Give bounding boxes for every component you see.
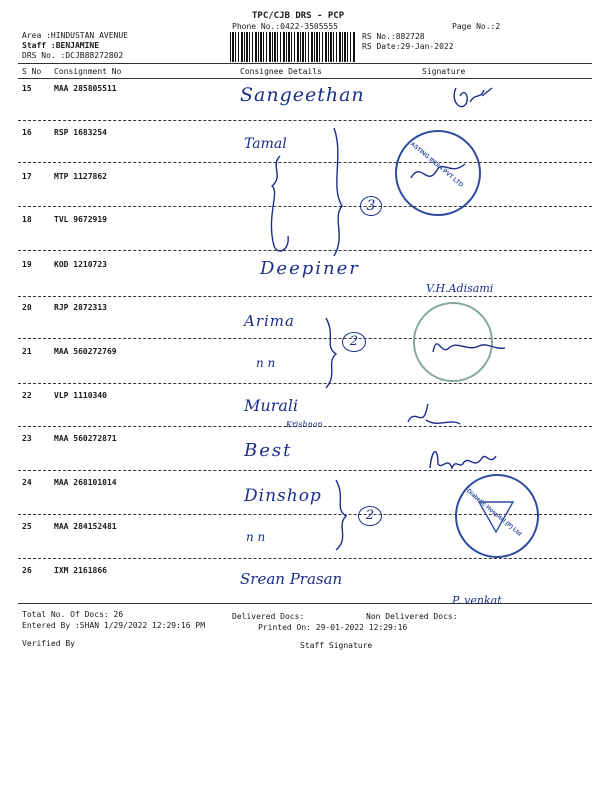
phone-number: Phone No.:0422-3505555 <box>232 22 338 31</box>
delivered-docs: Delivered Docs: <box>232 612 305 621</box>
row-divider <box>18 383 592 384</box>
company-stamp: ASTING INDIA PVT LTD <box>395 130 481 216</box>
handwritten-signature: P. venkat <box>452 594 502 607</box>
handwritten-name: Murali <box>244 396 299 415</box>
col-consignment: Consignment No <box>54 67 122 76</box>
handwritten-circle: 2 <box>342 332 366 352</box>
table-row: 20 RJP 2872313 <box>22 303 107 312</box>
stamp-signature <box>427 322 507 362</box>
handwritten-name: Krishnan <box>286 420 323 429</box>
handwritten-signature: V.H.Adisami <box>426 282 494 295</box>
page-number: Page No.:2 <box>452 22 501 31</box>
handwritten-signature <box>404 398 464 430</box>
table-row: 17 MTP 1127862 <box>22 172 107 181</box>
handwritten-name: Srean Prasan <box>240 570 343 588</box>
table-row: 21 MAA 560272769 <box>22 347 117 356</box>
header-rule <box>18 63 592 64</box>
handwritten-bracket <box>326 478 362 552</box>
entered-by: Entered By :SHAN 1/29/2022 12:29:16 PM <box>22 621 206 630</box>
stamp-emblem-icon <box>473 496 519 536</box>
area-field: Area :HINDUSTAN AVENUE <box>22 31 128 40</box>
table-row: 26 IXM 2161866 <box>22 566 107 575</box>
handwritten-name: Arima <box>244 312 295 330</box>
handwritten-name: Best <box>244 440 293 461</box>
row-divider <box>18 470 592 471</box>
table-row: 22 VLP 1110340 <box>22 391 107 400</box>
verified-by: Verified By <box>22 639 75 648</box>
col-consignee: Consignee Details <box>240 67 322 76</box>
table-row: 23 MAA 560272871 <box>22 434 117 443</box>
company-stamp <box>413 302 493 382</box>
rs-number: RS No.:882728 <box>362 32 425 41</box>
row-divider <box>18 120 592 121</box>
table-row: 24 MAA 268101014 <box>22 478 117 487</box>
handwritten-name: Tamal <box>244 136 287 152</box>
handwritten-name: Sangeethan <box>240 84 365 106</box>
col-signature: Signature <box>422 67 466 76</box>
stamp-signature <box>407 150 467 194</box>
staff-signature-label: Staff Signature <box>300 641 373 650</box>
staff-field: Staff :BENJAMINE <box>22 41 100 50</box>
handwritten-signature <box>446 82 496 116</box>
handwritten-circle: 3 <box>360 196 382 216</box>
row-divider <box>18 558 592 559</box>
handwritten-signature <box>426 440 498 476</box>
handwritten-name: Dinshop <box>244 486 322 506</box>
non-delivered-docs: Non Delivered Docs: <box>366 612 458 621</box>
handwritten-ditto: n n <box>256 356 276 370</box>
col-sno: S No <box>22 67 42 76</box>
printed-on: Printed On: 29-01-2022 12:29:16 <box>258 623 408 632</box>
handwritten-name: Deepiner <box>260 258 360 279</box>
table-row: 25 MAA 284152481 <box>22 522 117 531</box>
table-row: 19 KOD 1210723 <box>22 260 107 269</box>
drs-number: DRS No. :DCJB88272802 <box>22 51 124 60</box>
handwritten-ditto: n n <box>246 530 266 544</box>
table-row: 18 TVL 9672919 <box>22 215 107 224</box>
table-row: 15 MAA 285805511 <box>22 84 117 93</box>
total-docs: Total No. Of Docs: 26 <box>22 610 124 619</box>
footer-rule <box>18 603 592 604</box>
hospital-stamp: Diabetic Hospital (P) Ltd <box>455 474 539 558</box>
column-rule <box>18 78 592 79</box>
document-title: TPC/CJB DRS - PCP <box>252 11 345 21</box>
handwritten-circle: 2 <box>358 506 382 526</box>
barcode <box>230 32 356 62</box>
handwritten-bracket <box>318 316 348 390</box>
table-row: 16 RSP 1683254 <box>22 128 107 137</box>
rs-date: RS Date:29-Jan-2022 <box>362 42 454 51</box>
row-divider <box>18 296 592 297</box>
